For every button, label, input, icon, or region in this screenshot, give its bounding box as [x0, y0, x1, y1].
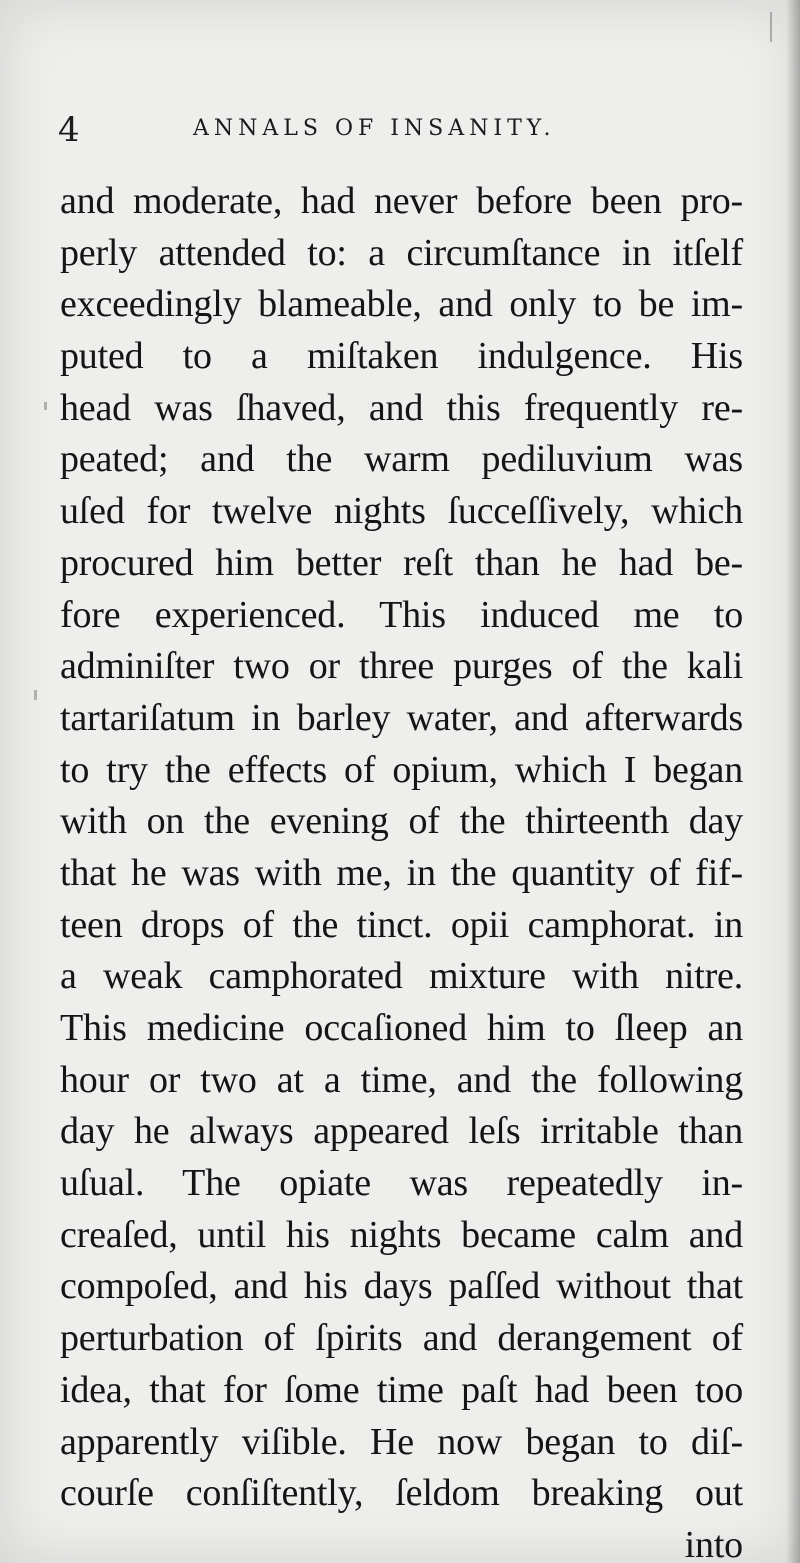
body-text	[60, 176, 743, 1563]
text-line: apparently viſible. He now began to diſ-	[60, 1420, 743, 1463]
text-line: head was ſhaved, and this frequently re-	[60, 386, 743, 429]
text-line: and moderate, had never before been pro-	[60, 180, 743, 222]
catchword: into	[684, 1523, 743, 1563]
text-line: to try the effects of opium, which I began	[60, 748, 743, 791]
text-line: peated; and the warm pediluvium was	[60, 438, 743, 481]
text-line: exceedingly blameable, and only to be im-	[60, 283, 743, 326]
text-line: day he always appeared leſs irritable than	[60, 1110, 743, 1153]
text-line: that he was with me, in the quantity of fif-	[60, 851, 743, 894]
text-line: a weak camphorated mixture with nitre.	[60, 955, 743, 998]
text-line: This medicine occaſioned him to ſleep an	[60, 1007, 743, 1049]
text-line: perly attended to: a circumſtance in itſelf	[60, 231, 743, 274]
text-line: compoſed, and his days paſſed without that	[60, 1265, 743, 1308]
page-edge-shadow	[786, 0, 800, 1563]
text-line: teen drops of the tinct. opii camphorat. in	[60, 903, 743, 946]
text-line: perturbation of ſpirits and derangement of	[60, 1317, 743, 1360]
page-header	[58, 108, 748, 152]
text-line: tartariſatum in barley water, and afterwards	[60, 696, 743, 739]
text-line: uſed for twelve nights ſucceſſively, which	[60, 490, 743, 533]
text-line: courſe conſiſtently, ſeldom breaking out	[60, 1472, 743, 1515]
text-line: creaſed, until his nights became calm and	[60, 1213, 743, 1256]
text-line: adminiſter two or three purges of the kali	[60, 645, 743, 688]
text-line: uſual. The opiate was repeatedly in-	[60, 1162, 743, 1205]
text-line: fore experienced. This induced me to	[60, 593, 743, 636]
text-line: puted to a miſtaken indulgence. His	[60, 335, 743, 378]
ink-speck	[34, 690, 37, 700]
text-line: with on the evening of the thirteenth day	[60, 800, 743, 843]
page-number: 4	[58, 110, 80, 150]
text-line: hour or two at a time, and the following	[60, 1058, 743, 1101]
text-line: idea, that for ſome time paſt had been too	[60, 1368, 743, 1411]
text-line: procured him better reſt than he had be-	[60, 541, 743, 584]
running-head: ANNALS OF INSANITY.	[193, 116, 556, 141]
ink-speck	[770, 12, 772, 42]
ink-speck	[44, 402, 47, 410]
